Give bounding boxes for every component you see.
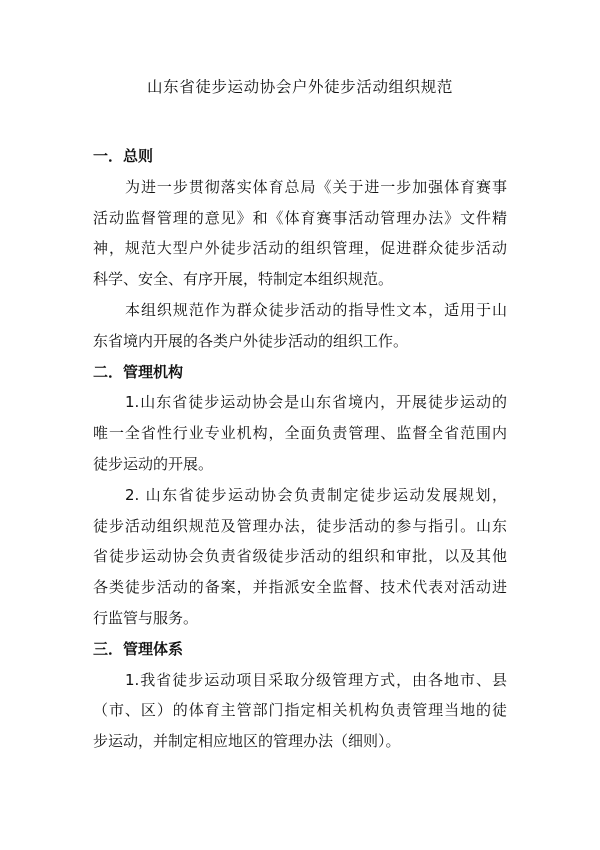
paragraph-line: 各类徒步活动的备案，并指派安全监督、技术代表对活动进 [93,578,507,597]
paragraph-line: 唯一全省性行业专业机构，全面负责管理、监督全省范围内 [93,424,507,443]
paragraph-line: 行监管与服务。 [93,608,199,627]
paragraph-line: 东省境内开展的各类户外徒步活动的组织工作。 [93,331,409,350]
document-body [93,141,507,757]
paragraph [93,665,507,757]
paragraph [93,295,507,357]
section-heading: 一．总则 [93,147,154,165]
paragraph-line: 科学、安全、有序开展，特制定本组织规范。 [93,270,394,289]
paragraph-line: 1.山东省徒步运动协会是山东省境内，开展徒步运动的 [125,393,507,412]
paragraph-line: 为进一步贯彻落实体育总局《关于进一步加强体育赛事 [125,177,507,196]
paragraph-line: 省徒步运动协会负责省级徒步活动的组织和审批，以及其他 [93,547,507,566]
paragraph-line: （市、区）的体育主管部门指定相关机构负责管理当地的徒 [93,701,507,720]
paragraph-line: 徒步运动的开展。 [93,454,214,473]
section-heading: 二．管理机构 [93,362,184,381]
paragraph-line: 2. 山东省徒步运动协会负责制定徒步运动发展规划， [125,485,507,504]
paragraph-line: 步运动，并制定相应地区的管理办法（细则）。 [93,732,401,751]
paragraph-line: 本组织规范作为群众徒步活动的指导性文本，适用于山 [125,300,507,319]
paragraph [93,387,507,479]
paragraph-line: 1.我省徒步运动项目采取分级管理方式，由各地市、县 [125,670,507,689]
paragraph [93,172,507,295]
paragraph [93,480,507,634]
paragraph-line: 神，规范大型户外徒步活动的组织管理，促进群众徒步活动 [93,239,507,258]
paragraph-line: 活动监督管理的意见》和《体育赛事活动管理办法》文件精 [93,208,507,227]
paragraph-line: 徒步活动组织规范及管理办法，徒步活动的参与指引。山东 [93,516,507,535]
document-title: 山东省徒步运动协会户外徒步活动组织规范 [147,78,453,96]
section-heading: 三．管理体系 [93,639,184,658]
